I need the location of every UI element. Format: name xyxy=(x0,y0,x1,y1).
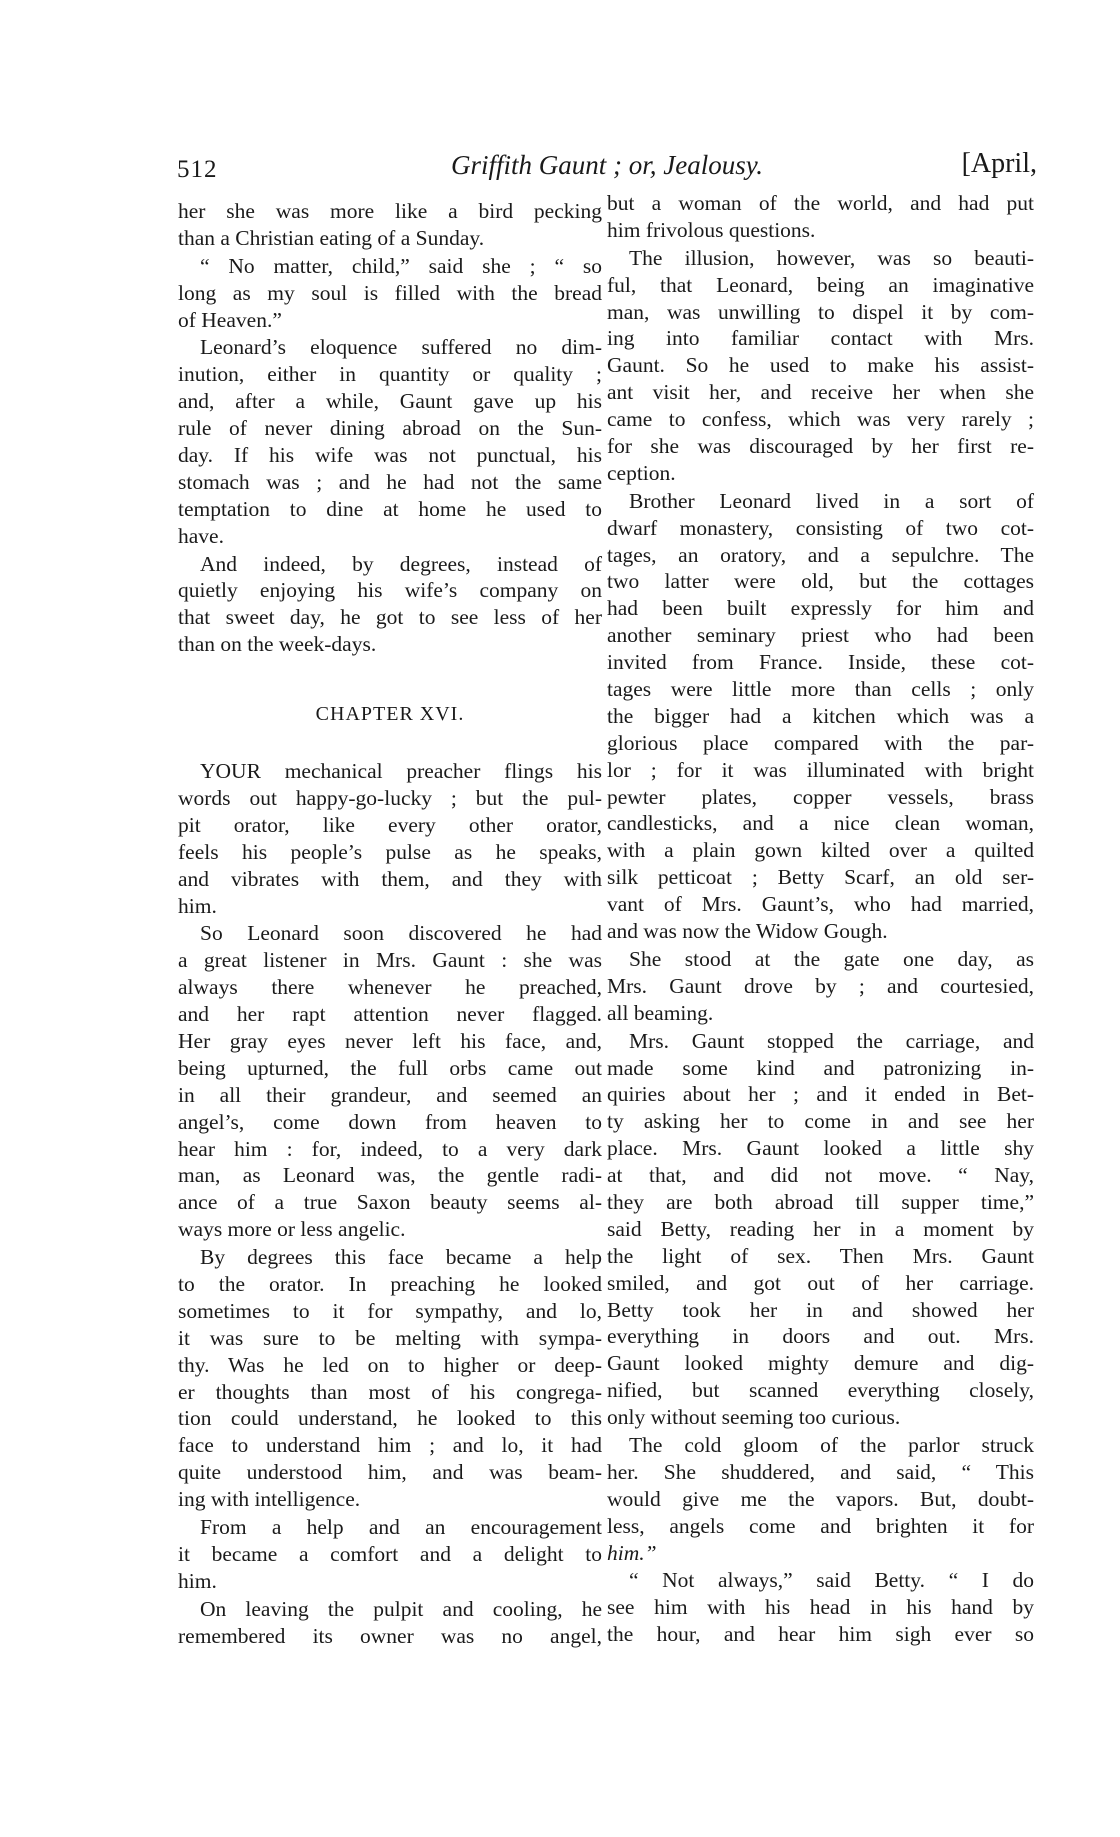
text-line: The cold gloom of the parlor struck xyxy=(629,1432,1034,1457)
text-line: feels his people’s pulse as he speaks, xyxy=(178,839,602,864)
text-line: Betty took her in and showed her xyxy=(607,1297,1034,1322)
paragraph xyxy=(178,758,602,919)
text-line: face to understand him ; and lo, it had xyxy=(178,1433,602,1458)
text-line: long as my soul is filled with the bread xyxy=(178,280,602,305)
text-line: dwarf monastery, consisting of two cot- xyxy=(607,515,1034,540)
text-line: everything in doors and out. Mrs. xyxy=(607,1324,1034,1349)
text-line: said Betty, reading her in a moment by xyxy=(607,1216,1034,1241)
text-line: another seminary priest who had been xyxy=(607,623,1034,648)
text-line: her she was more like a bird pecking xyxy=(178,199,602,223)
text-line: but a woman of the world, and had put xyxy=(607,191,1034,215)
right-paragraphs xyxy=(607,190,1034,1648)
text-line: pit orator, like every other orator, xyxy=(178,812,602,837)
text-line: than on the week-days. xyxy=(178,632,377,657)
text-line: with a plain gown kilted over a quilted xyxy=(607,838,1034,863)
paragraph xyxy=(607,946,1034,1027)
text-line: see him with his head in his hand by xyxy=(607,1595,1034,1620)
paragraph xyxy=(178,334,602,549)
text-line: always there whenever he preached, xyxy=(178,975,602,1000)
text-line: ant visit her, and receive her when she xyxy=(607,380,1034,405)
text-line: and her rapt attention never flagged. xyxy=(178,1002,602,1027)
text-line: By degrees this face became a help xyxy=(200,1245,602,1270)
text-line: tion could understand, he looked to this xyxy=(178,1406,602,1431)
text-line: words out happy-go-lucky ; but the pul- xyxy=(178,785,602,810)
left-paragraphs-before xyxy=(178,198,602,658)
text-line: of Heaven.” xyxy=(178,307,282,332)
text-line: From a help and an encouragement xyxy=(200,1514,602,1539)
text-line: day. If his wife was not punctual, his xyxy=(178,443,602,468)
chapter-heading: CHAPTER XVI. xyxy=(315,703,465,726)
text-line: two latter were old, but the cottages xyxy=(607,569,1034,594)
page-number: 512 xyxy=(177,156,218,183)
text-line: and was now the Widow Gough. xyxy=(607,919,888,944)
text-line: The illusion, however, was so beauti- xyxy=(629,245,1034,270)
text-line: She stood at the gate one day, as xyxy=(629,946,1034,971)
text-line: ful, that Leonard, being an imaginative xyxy=(607,272,1034,297)
text-line: that sweet day, he got to see less of her xyxy=(178,605,602,630)
text-line: in all their grandeur, and seemed an xyxy=(178,1082,602,1107)
text-line: candlesticks, and a nice clean woman, xyxy=(607,811,1034,836)
text-line: sometimes to it for sympathy, and lo, xyxy=(178,1298,602,1323)
text-line: a great listener in Mrs. Gaunt : she was xyxy=(178,948,602,973)
text-line: thy. Was he led on to higher or deep- xyxy=(178,1352,602,1377)
text-line: place. Mrs. Gaunt looked a little shy xyxy=(607,1136,1034,1161)
text-line: man, was unwilling to dispel it by com- xyxy=(607,299,1034,324)
text-line: So Leonard soon discovered he had xyxy=(200,921,602,946)
text-line: rule of never dining abroad on the Sun- xyxy=(178,416,602,441)
text-line: and vibrates with them, and they with xyxy=(178,866,602,891)
text-line: would give me the vapors. But, doubt- xyxy=(607,1486,1034,1511)
text-line: stomach was ; and he had not the same xyxy=(178,469,602,494)
text-line: angel’s, come down from heaven to xyxy=(178,1109,602,1134)
text-line: they are both abroad till supper time,” xyxy=(607,1189,1034,1214)
text-line: quietly enjoying his wife’s company on xyxy=(178,578,602,603)
paragraph xyxy=(607,1567,1034,1648)
text-line: Mrs. Gaunt drove by ; and courtesied, xyxy=(607,973,1034,998)
paragraph xyxy=(607,190,1034,244)
running-title: Griffith Gaunt ; or, Jealousy. xyxy=(451,150,763,180)
text-line: YOUR mechanical preacher flings his xyxy=(200,759,602,784)
text-line: invited from France. Inside, these cot- xyxy=(607,650,1034,675)
text-line: than a Christian eating of a Sunday. xyxy=(178,225,485,250)
text-line: the bigger had a kitchen which was a xyxy=(607,703,1034,728)
text-line: have. xyxy=(178,523,224,548)
text-line: vant of Mrs. Gaunt’s, who had married, xyxy=(607,892,1034,917)
text-line: being upturned, the full orbs came out xyxy=(178,1055,602,1080)
text-line: made some kind and patronizing in- xyxy=(607,1055,1034,1080)
text-line: er thoughts than most of his congrega- xyxy=(178,1379,602,1404)
text-line: glorious place compared with the par- xyxy=(607,730,1034,755)
text-line: Mrs. Gaunt stopped the carriage, and xyxy=(629,1028,1034,1053)
text-line: quiries about her ; and it ended in Bet- xyxy=(607,1082,1034,1107)
text-line: lor ; for it was illuminated with bright xyxy=(607,757,1034,782)
text-line: all beaming. xyxy=(607,1000,714,1025)
text-line: for she was discouraged by her first re- xyxy=(607,434,1034,459)
paragraph xyxy=(178,1514,602,1595)
text-line: remembered its owner was no angel, xyxy=(178,1623,602,1648)
text-line: at that, and did not move. “ Nay, xyxy=(607,1163,1034,1188)
text-line: Gaunt looked mighty demure and dig- xyxy=(607,1351,1034,1376)
text-line: Gaunt. So he used to make his assist- xyxy=(607,353,1034,378)
text-line: inution, either in quantity or quality ; xyxy=(178,362,602,387)
paragraph xyxy=(607,1432,1034,1566)
text-line: him. xyxy=(178,893,217,918)
text-line: silk petticoat ; Betty Scarf, an old ser- xyxy=(607,865,1034,890)
paragraph xyxy=(178,198,602,252)
text-line: “ Not always,” said Betty. “ I do xyxy=(629,1568,1034,1593)
text-line: tages were little more than cells ; only xyxy=(607,677,1034,702)
text-line: ception. xyxy=(607,460,676,485)
text-line: On leaving the pulpit and cooling, he xyxy=(200,1596,602,1621)
text-line: Her gray eyes never left his face, and, xyxy=(178,1028,602,1053)
paragraph xyxy=(178,551,602,659)
text-line: man, as Leonard was, the gentle radi- xyxy=(178,1163,602,1188)
paragraph xyxy=(607,1028,1034,1431)
paragraph xyxy=(178,253,602,334)
text-line: it became a comfort and a delight to xyxy=(178,1541,602,1566)
left-column xyxy=(178,198,602,1650)
text-line: hear him : for, indeed, to a very dark xyxy=(178,1136,602,1161)
paragraph xyxy=(178,1244,602,1513)
text-line: And indeed, by degrees, instead of xyxy=(200,551,602,576)
text-line: smiled, and got out of her carriage. xyxy=(607,1270,1034,1295)
text-line: ing with intelligence. xyxy=(178,1487,361,1512)
right-column xyxy=(607,190,1034,1649)
text-line: him. xyxy=(178,1568,217,1593)
text-line: to the orator. In preaching he looked xyxy=(178,1271,602,1296)
text-line: the light of sex. Then Mrs. Gaunt xyxy=(607,1243,1034,1268)
running-header xyxy=(177,150,1037,190)
text-line: and, after a while, Gaunt gave up his xyxy=(178,389,602,414)
text-line: less, angels come and brighten it for xyxy=(607,1513,1034,1538)
text-line: tages, an oratory, and a sepulchre. The xyxy=(607,542,1034,567)
text-line: “ No matter, child,” said she ; “ so xyxy=(200,253,602,278)
text-line: him frivolous questions. xyxy=(607,217,816,242)
paragraph xyxy=(178,920,602,1243)
text-line: Leonard’s eloquence suffered no dim- xyxy=(200,335,602,360)
text-line: her. She shuddered, and said, “ This xyxy=(607,1459,1034,1484)
paragraph xyxy=(178,1596,602,1650)
paragraph xyxy=(607,488,1034,945)
text-line: ty asking her to come in and see her xyxy=(607,1109,1034,1134)
text-line: it was sure to be melting with sympa- xyxy=(178,1325,602,1350)
text-line: the hour, and hear him sigh ever so xyxy=(607,1622,1034,1647)
text-line: pewter plates, copper vessels, brass xyxy=(607,784,1034,809)
text-line: ing into familiar contact with Mrs. xyxy=(607,326,1034,351)
text-line: temptation to dine at home he used to xyxy=(178,496,602,521)
text-line: him.” xyxy=(607,1540,657,1565)
left-paragraphs-after xyxy=(178,758,602,1649)
text-line: only without seeming too curious. xyxy=(607,1405,901,1430)
text-line: ance of a true Saxon beauty seems al- xyxy=(178,1190,602,1215)
text-line: ways more or less angelic. xyxy=(178,1217,406,1242)
running-month: [April, xyxy=(961,148,1037,179)
paragraph xyxy=(607,245,1034,487)
text-line: had been built expressly for him and xyxy=(607,596,1034,621)
text-line: Brother Leonard lived in a sort of xyxy=(629,488,1034,513)
text-line: came to confess, which was very rarely ; xyxy=(607,407,1034,432)
text-line: nified, but scanned everything closely, xyxy=(607,1378,1034,1403)
text-line: quite understood him, and was beam- xyxy=(178,1460,602,1485)
